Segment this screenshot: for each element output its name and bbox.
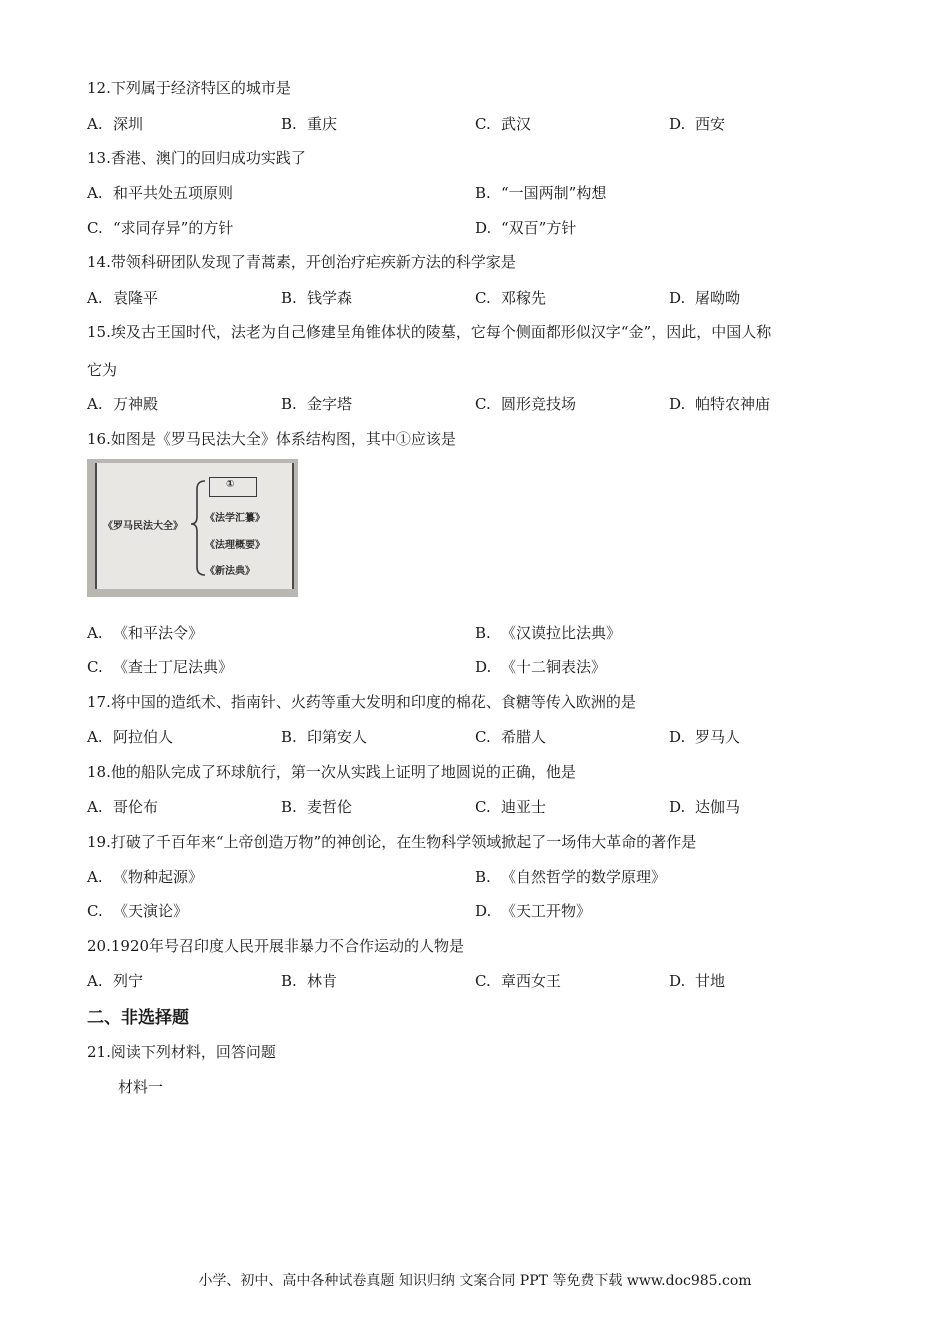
roman-law-structure-diagram <box>87 459 298 597</box>
question-19-stem: 19.打破了千百年来“上帝创造万物”的神创论，在生物科学领域掀起了一场伟大革命的著作是 <box>87 833 697 851</box>
q14-option-a: A. 袁隆平 <box>87 289 159 307</box>
q17-option-b: B. 印第安人 <box>281 728 368 746</box>
q14-option-d: D. 屠呦呦 <box>669 289 741 307</box>
q16-option-b: B. 《汉谟拉比法典》 <box>475 624 622 642</box>
question-12-stem: 12.下列属于经济特区的城市是 <box>87 79 291 97</box>
q16-option-c: C. 《查士丁尼法典》 <box>87 658 234 676</box>
question-14-stem: 14.带领科研团队发现了青蒿素，开创治疗疟疾新方法的科学家是 <box>87 253 516 271</box>
q12-option-c: C. 武汉 <box>475 115 532 133</box>
q17-option-d: D. 罗马人 <box>669 728 741 746</box>
q19-option-b: B. 《自然哲学的数学原理》 <box>475 868 667 886</box>
question-16-stem: 16.如图是《罗马民法大全》体系结构图，其中①应该是 <box>87 430 456 448</box>
diagram-slot-label: ① <box>226 479 235 490</box>
q15-option-d: D. 帕特农神庙 <box>669 395 771 413</box>
q12-option-d: D. 西安 <box>669 115 726 133</box>
q19-option-a: A. 《物种起源》 <box>87 868 204 886</box>
diagram-root-label: 《罗马民法大全》 <box>103 521 183 532</box>
section-2-heading: 二、非选择题 <box>87 1008 189 1028</box>
q15-option-a: A. 万神殿 <box>87 395 159 413</box>
q19-option-d: D. 《天工开物》 <box>475 902 592 920</box>
q12-option-a: A. 深圳 <box>87 115 144 133</box>
q16-option-a: A. 《和平法令》 <box>87 624 204 642</box>
page-footer: 小学、初中、高中各种试卷真题 知识归纳 文案合同 PPT 等免费下载 www.doc985.com <box>198 1273 752 1289</box>
question-20-stem: 20.1920年号召印度人民开展非暴力不合作运动的人物是 <box>87 937 465 955</box>
question-17-stem: 17.将中国的造纸术、指南针、火药等重大发明和印度的棉花、食糖等传入欧洲的是 <box>87 693 636 711</box>
q18-option-c: C. 迪亚士 <box>475 798 547 816</box>
diagram-item-3: 《新法典》 <box>205 566 255 577</box>
q17-option-c: C. 希腊人 <box>475 728 547 746</box>
q16-option-d: D. 《十二铜表法》 <box>475 658 607 676</box>
q13-option-c: C. “求同存异”的方针 <box>87 219 234 237</box>
material-1-label: 材料一 <box>118 1078 164 1096</box>
q18-option-b: B. 麦哲伦 <box>281 798 353 816</box>
question-21-stem: 21.阅读下列材料，回答问题 <box>87 1043 276 1061</box>
q14-option-b: B. 钱学森 <box>281 289 353 307</box>
diagram-item-2: 《法理概要》 <box>205 540 265 551</box>
diagram-item-1: 《法学汇纂》 <box>205 513 265 524</box>
q18-option-a: A. 哥伦布 <box>87 798 159 816</box>
q15-option-b: B. 金字塔 <box>281 395 353 413</box>
q17-option-a: A. 阿拉伯人 <box>87 728 174 746</box>
q12-option-b: B. 重庆 <box>281 115 338 133</box>
q14-option-c: C. 邓稼先 <box>475 289 547 307</box>
q20-option-b: B. 林肯 <box>281 972 338 990</box>
q20-option-c: C. 章西女王 <box>475 972 562 990</box>
question-15-stem-line2: 它为 <box>87 361 118 379</box>
question-15-stem: 15.埃及古王国时代，法老为自己修建呈角锥体状的陵墓，它每个侧面都形似汉字“金”，因此，中国人称 <box>87 323 772 341</box>
q20-option-a: A. 列宁 <box>87 972 144 990</box>
q13-option-a: A. 和平共处五项原则 <box>87 184 234 202</box>
q13-option-d: D. “双百”方针 <box>475 219 577 237</box>
question-13-stem: 13.香港、澳门的回归成功实践了 <box>87 149 306 167</box>
q19-option-c: C. 《天演论》 <box>87 902 189 920</box>
q15-option-c: C. 圆形竞技场 <box>475 395 577 413</box>
q13-option-b: B. “一国两制”构想 <box>475 184 607 202</box>
q20-option-d: D. 甘地 <box>669 972 726 990</box>
question-18-stem: 18.他的船队完成了环球航行，第一次从实践上证明了地圆说的正确，他是 <box>87 763 576 781</box>
q18-option-d: D. 达伽马 <box>669 798 741 816</box>
